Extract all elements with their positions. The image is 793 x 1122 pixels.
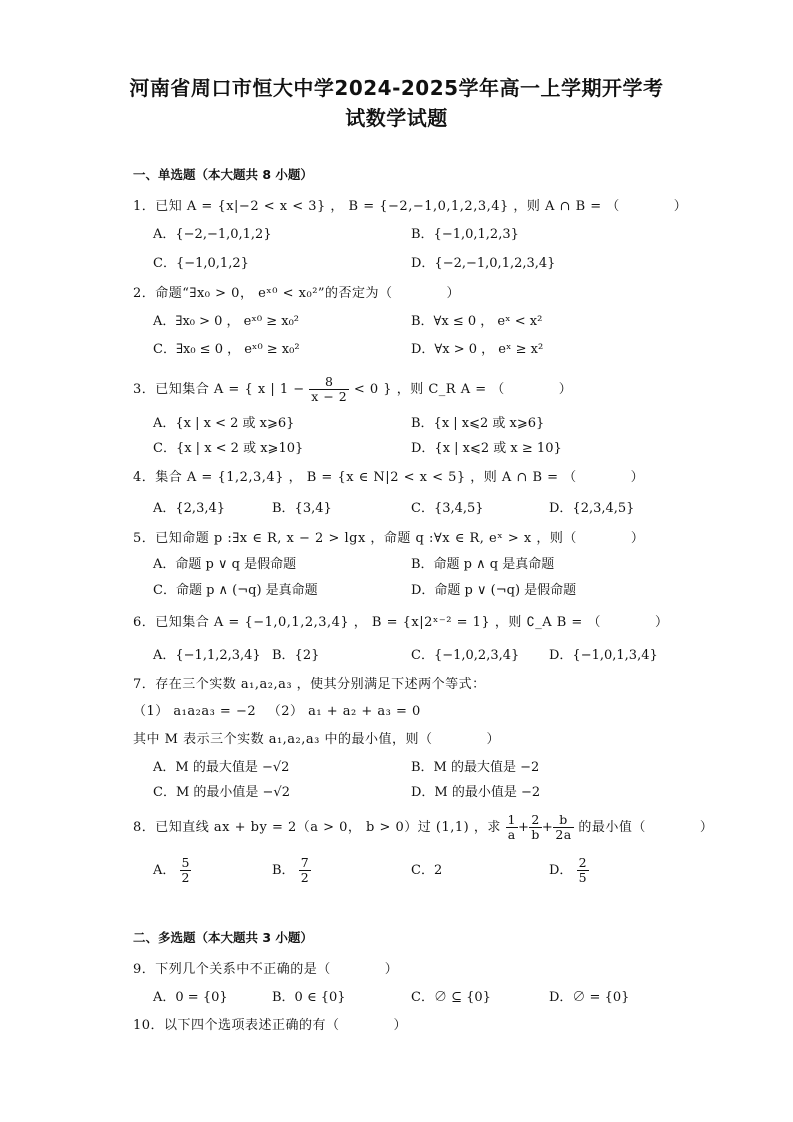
question-2-stem: 2．命题“∃x₀ > 0， eˣ⁰ < x₀²”的否定为（ ） (133, 286, 461, 301)
question-7-conditions: （1） a₁a₂a₃ = −2 （2） a₁ + a₂ + a₃ = 0 (133, 704, 421, 719)
question-3-stem-prefix: 3．已知集合 A = (133, 382, 240, 397)
question-1-option-b: B．{−1,0,1,2,3} (411, 227, 519, 242)
question-8-option-d-denominator: 5 (578, 870, 587, 885)
question-3-option-c: C．{x | x < 2 或 x⩾10} (153, 441, 304, 456)
question-8-option-d-numerator: 2 (578, 855, 587, 870)
question-9-option-c: C．∅ ⊆ {0} (411, 990, 491, 1005)
question-3-set-open: { x | 1 − (244, 382, 305, 397)
question-7-stem: 7．存在三个实数 a₁,a₂,a₃ ，使其分别满足下述两个等式： (133, 677, 486, 692)
question-1-option-c: C．{−1,0,1,2} (153, 256, 249, 271)
question-8-stem: 8．已知直线 ax + by = 2（a > 0， b > 0）过 (1,1) ，求 $\frac{1}{a}$ + $\frac{2}{b}$ + $\frac{b}{2a}$ 的最小值（ ） (133, 812, 714, 842)
question-6-option-c: C．{−1,0,2,3,4} (411, 648, 520, 663)
question-5-option-b: B．命题 p ∧ q 是真命题 (411, 557, 555, 572)
question-8-fraction-2-numerator: 2 (529, 813, 542, 828)
question-2-option-d: D．∀x > 0 ， eˣ ≥ x² (411, 342, 544, 357)
question-4-option-d: D．{2,3,4,5} (549, 501, 635, 516)
question-3-option-d: D．{x | x⩽2 或 x ≥ 10} (411, 441, 562, 456)
question-8-option-b (272, 856, 311, 886)
question-2-option-a: A．∃x₀ > 0 ， eˣ⁰ ≥ x₀² (153, 314, 300, 329)
question-7-option-c: C．M 的最小值是 −√2 (153, 785, 290, 800)
question-8-option-d-label: D． (549, 863, 573, 878)
question-8-option-d (549, 856, 589, 886)
question-1-stem: 1．已知 A = {x|−2 < x < 3} ， B = {−2,−1,0,1,2,3,4} ，则 A ∩ B = （ ） (133, 199, 688, 214)
question-6-stem: 6．已知集合 A = {−1,0,1,2,3,4} ， B = {x|2ˣ⁻² = 1} ，则 ∁_A B = （ ） (133, 615, 669, 630)
question-8-fraction-3-numerator: b (553, 813, 573, 828)
section-heading-multiple-choice: 二、多选题（本大题共 3 小题） (133, 930, 313, 945)
exam-title-line-1: 河南省周口市恒大中学2024-2025学年高一上学期开学考 (129, 76, 664, 100)
question-8-option-b-denominator: 2 (300, 870, 309, 885)
question-4-option-b: B．{3,4} (272, 501, 332, 516)
question-5-option-d: D．命题 p ∨ (¬q) 是假命题 (411, 583, 577, 598)
question-2-option-c: C．∃x₀ ≤ 0 ， eˣ⁰ ≥ x₀² (153, 342, 300, 357)
question-8-fraction-3 (553, 813, 573, 842)
question-8-option-a-label: A． (153, 863, 176, 878)
question-8-option-a-denominator: 2 (181, 870, 190, 885)
question-9-option-d: D．∅ = {0} (549, 990, 630, 1005)
question-2-option-b: B．∀x ≤ 0 ， eˣ < x² (411, 314, 543, 329)
exam-title-line-2: 试数学试题 (345, 106, 448, 130)
question-10-stem: 10．以下四个选项表述正确的有（ ） (133, 1018, 408, 1033)
question-8-option-b-numerator: 7 (300, 855, 309, 870)
question-6-option-b: B．{2} (272, 648, 320, 663)
question-8-option-b-fraction (299, 856, 311, 885)
question-8-fraction-2 (529, 813, 542, 842)
question-4-option-a: A．{2,3,4} (153, 501, 226, 516)
question-3-fraction-numerator: 8 (309, 375, 349, 390)
question-1-option-d: D．{−2,−1,0,1,2,3,4} (411, 256, 556, 271)
question-5-option-c: C．命题 p ∧ (¬q) 是真命题 (153, 583, 318, 598)
section-heading-single-choice: 一、单选题（本大题共 8 小题） (133, 167, 313, 182)
question-7-option-a: A．M 的最大值是 −√2 (153, 760, 290, 775)
question-7-option-b: B．M 的最大值是 −2 (411, 760, 540, 775)
question-4-stem: 4．集合 A = {1,2,3,4} ， B = {x ∈ N|2 < x < 5} ，则 A ∩ B = （ ） (133, 470, 645, 485)
question-8-option-d-fraction (577, 856, 589, 885)
question-8-fraction-1-denominator: a (507, 827, 516, 842)
question-8-fraction-2-denominator: b (531, 827, 540, 842)
question-9-option-a: A．0 = {0} (153, 990, 228, 1005)
question-3-option-a: A．{x | x < 2 或 x⩾6} (153, 416, 295, 431)
question-7-option-d: D．M 的最小值是 −2 (411, 785, 541, 800)
question-5-option-a: A．命题 p ∨ q 是假命题 (153, 557, 297, 572)
question-3-fraction (309, 375, 349, 404)
question-3-stem-suffix: ，则 C_R A = （ ） (396, 382, 573, 397)
question-8-option-a (153, 856, 191, 886)
question-1-option-a: A．{−2,−1,0,1,2} (153, 227, 272, 242)
question-8-option-a-fraction (180, 856, 192, 885)
question-8-stem-suffix: 的最小值（ ） (578, 820, 714, 835)
question-3-stem (133, 375, 572, 404)
question-9-option-b: B．0 ∈ {0} (272, 990, 346, 1005)
question-6-option-d: D．{−1,0,1,3,4} (549, 648, 658, 663)
question-9-stem: 9．下列几个关系中不正确的是（ ） (133, 962, 399, 977)
question-3-set-close: < 0 } (353, 382, 393, 397)
question-5-stem: 5．已知命题 p :∃x ∈ R, x − 2 > lgx ，命题 q :∀x ∈ R, eˣ > x ，则（ ） (133, 531, 645, 546)
question-4-option-c: C．{3,4,5} (411, 501, 484, 516)
question-8-option-b-label: B． (272, 863, 295, 878)
question-8-option-c: C．2 (411, 863, 443, 878)
question-8-fraction-1-numerator: 1 (507, 812, 516, 827)
question-8-fraction-1 (506, 813, 518, 842)
question-3-fraction-denominator: x − 2 (311, 389, 348, 404)
question-7-stem-2: 其中 M 表示三个实数 a₁,a₂,a₃ 中的最小值，则（ ） (133, 732, 500, 747)
question-8-option-a-numerator: 5 (181, 855, 190, 870)
question-8-stem-prefix: 8．已知直线 ax + by = 2（a > 0， b > 0）过 (1,1) ，求 (133, 820, 501, 835)
question-6-option-a: A．{−1,1,2,3,4} (153, 648, 261, 663)
question-8-fraction-3-denominator: 2a (555, 827, 572, 842)
question-3-option-b: B．{x | x⩽2 或 x⩾6} (411, 416, 545, 431)
